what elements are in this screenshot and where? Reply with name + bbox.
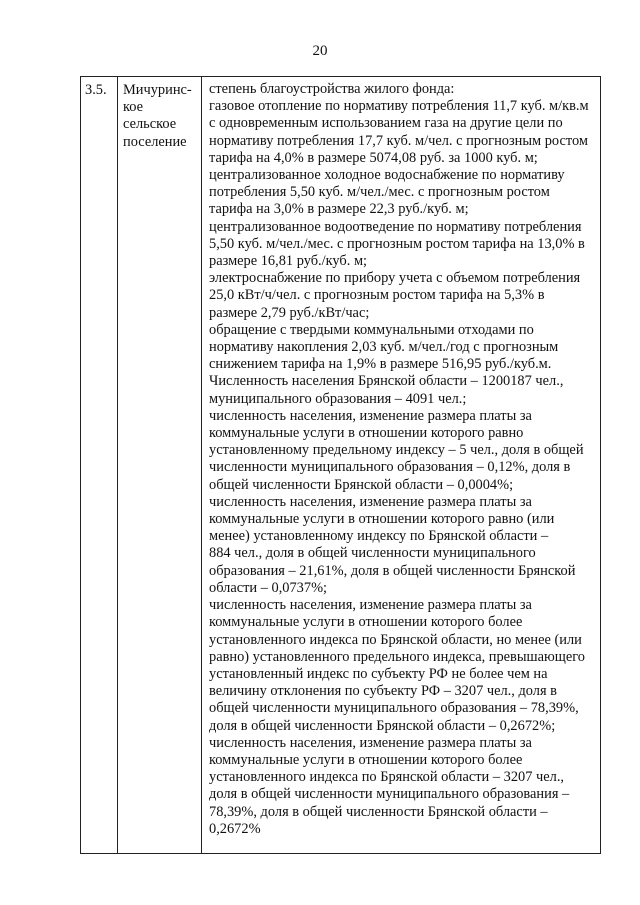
description-line: коммунальные услуги в отношении которого равно (или [209,511,555,528]
description-line: установленного индекса по Брянской области, но менее (или [209,631,582,648]
description-line: степень благоустройства жилого фонда: [209,81,455,97]
description-line: снижением тарифа на 1,9% в размере 516,95 руб./куб.м. [209,356,552,373]
description-line: нормативу потребления 17,7 куб. м/чел. с прогнозным ростом [209,132,588,149]
description-line: величину отклонения по субъекту РФ – 3207 чел., доля в [209,683,557,700]
description-line: общей численности Брянской области – 0,0004%; [209,476,514,493]
row-number-cell [81,77,118,853]
page-number: 20 [312,43,328,59]
description-line: численность населения, изменение размера платы за [209,597,532,614]
description-line: численности муниципального образования – 0,12%, доля в [209,459,571,476]
description-line: коммунальные услуги в отношении которого равно [209,425,524,442]
description-line: муниципального образования – 4091 чел.; [209,390,467,407]
description-line: 0,2672% [209,820,261,837]
settlement-name-line: сельское [123,116,177,133]
description-line: 25,0 кВт/ч/чел. с прогнозным ростом тарифа на 5,3% в [209,287,545,304]
description-line: тарифа на 4,0% в размере 5074,08 руб. за 1000 куб. м; [209,149,538,166]
settlement-name-line: поселение [123,133,187,150]
description-line: доля в общей численности Брянской области – 0,2672%; [209,717,556,734]
description-line: области – 0,0737%; [209,579,328,596]
description-line: 78,39%, доля в общей численности Брянской области – [209,803,548,820]
description-line: общей численности муниципального образования – 78,39%, [209,700,579,717]
settlement-name-line: Мичуринс- [123,82,192,98]
description-line: тарифа на 3,0% в размере 22,3 руб./куб. м; [209,201,469,218]
settlement-name-line: кое [123,99,144,116]
description-cell [202,77,600,853]
description-line: электроснабжение по прибору учета с объемом потребления [209,270,581,287]
description-line: 5,50 куб. м/чел./мес. с прогнозным ростом тарифа на 13,0% в [209,235,585,252]
description-line: нормативу накопления 2,03 куб. м/чел./год с прогнозным [209,339,559,356]
description-line: образования – 21,61%, доля в общей численности Брянской [209,562,576,579]
description-line: коммунальные услуги в отношении которого более [209,614,523,631]
description-line: доля в общей численности муниципального образования – [209,786,570,803]
description-line: менее) установленному индексу по Брянской области – [209,528,549,545]
description-line: размере 16,81 руб./куб. м; [209,253,368,270]
description-line: обращение с твердыми коммунальными отходами по [209,321,534,338]
description-line: Численность населения Брянской области – 1200187 чел., [209,373,564,390]
description-line: установленному предельному индексу – 5 чел., доля в общей [209,442,584,459]
description-line: потребления 5,50 куб. м/чел./мес. с прогнозным ростом [209,184,550,201]
settlement-name-cell [118,77,202,853]
description-line: с одновременным использованием газа на другие цели по [209,115,563,132]
description-line: 884 чел., доля в общей численности муниципального [209,545,536,562]
description-line: численность населения, изменение размера платы за [209,407,532,424]
description-line: централизованное холодное водоснабжение по нормативу [209,167,565,184]
description-line: газовое отопление по нормативу потребления 11,7 куб. м/кв.м [209,98,589,115]
description-line: коммунальные услуги в отношении которого более [209,751,523,768]
description-line: размере 2,79 руб./кВт/час; [209,304,370,321]
description-line: установленный индекс по субъекту РФ не более чем на [209,665,548,682]
tariff-table [80,76,601,854]
description-line: численность населения, изменение размера платы за [209,493,532,510]
description-line: установленного индекса по Брянской области – 3207 чел., [209,769,565,786]
description-line: равно) установленного предельного индекса, превышающего [209,648,585,665]
description-line: централизованное водоотведение по нормативу потребления [209,218,582,235]
description-line: численность населения, изменение размера платы за [209,734,532,751]
row-number: 3.5. [85,82,107,98]
